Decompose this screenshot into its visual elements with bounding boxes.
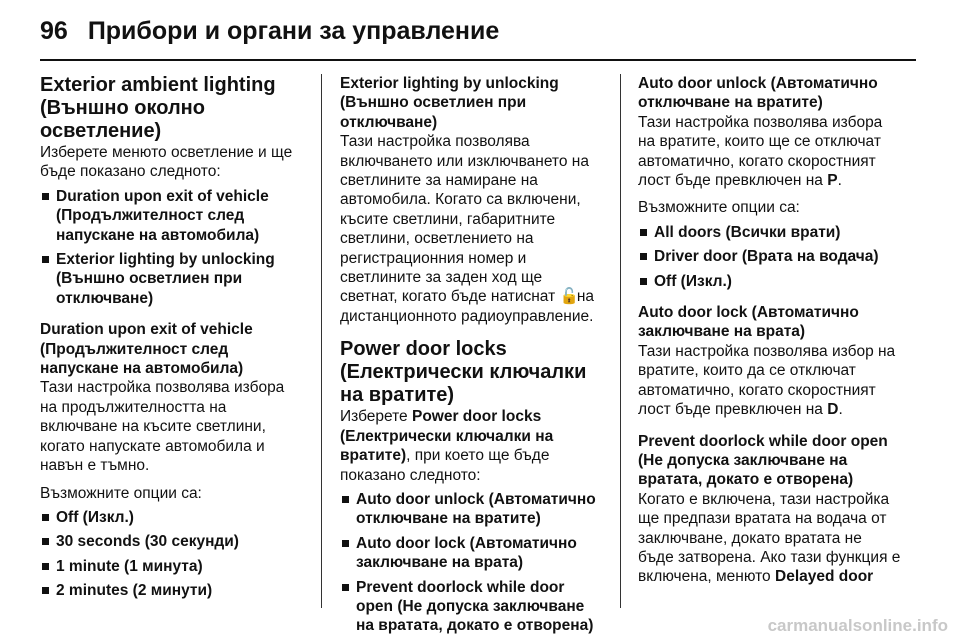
list-item: Auto door lock (Автоматично заключване на врата) [340, 534, 603, 573]
page-number: 96 [40, 16, 68, 45]
intro-text: Изберете менюто осветление и ще бъде показано следното: [40, 144, 293, 181]
subsection-heading: Auto door unlock (Автоматично отключване на вратите) [638, 75, 878, 112]
menu-list [340, 490, 603, 636]
list-item: 1 minute (1 минута) [40, 557, 303, 576]
unlock-icon: 🔓 [559, 288, 579, 306]
list-item: Auto door unlock (Автоматично отключване на вратите) [340, 490, 603, 529]
list-item: Prevent doorlock while door open (Не допуска заключване на вратата, докато е отворена) [340, 578, 603, 636]
column-2 [340, 74, 603, 636]
body-text: Изберете Power door locks (Електрически ключалки на вратите), при което ще бъде показано следното: [340, 408, 554, 484]
section-heading: Power door locks (Електрически ключалки на вратите) [340, 338, 587, 407]
column-divider [620, 74, 621, 608]
body-text: Тази настройка позволява избора на вратите, които ще се отключат автоматично, когато скоростният лост бъде превключен на P. [638, 113, 883, 190]
column-1 [40, 74, 303, 601]
body-text: Тази настройка позволява избора на продължителността на включване на късите светлини, когато напускате автомобила и навън е тъмно. [40, 379, 285, 475]
header-divider [40, 59, 916, 61]
column-3 [638, 74, 901, 587]
list-item: 30 seconds (30 секунди) [40, 532, 303, 551]
subsection-heading: Auto door lock (Автоматично заключване на врата) [638, 304, 859, 341]
body-text: Тази настройка позволява включването или изключването на светлините за намиране на автомобила. Когато са включени, късите светлини, габаритните светлини, осветлението на регистрационния номер и светлините за заден ход ще светнат, когато бъде натиснат 🔓 на дистанционното радиоуправление. [340, 133, 594, 325]
subsection-heading: Duration upon exit of vehicle (Продължителност след напускане на автомобила) [40, 321, 253, 378]
body-text: Тази настройка позволява избор на вратите, които да се отключат автоматично, когато скоростният лост бъде превключен на D. [638, 342, 896, 419]
options-label: Възможните опции са: [638, 199, 800, 217]
list-item: Off (Изкл.) [40, 508, 303, 527]
list-item: Off (Изкл.) [638, 272, 901, 291]
page-header [40, 8, 499, 54]
options-list [40, 508, 303, 601]
options-list [638, 223, 901, 291]
list-item: 2 minutes (2 минути) [40, 581, 303, 600]
watermark: carmanualsonline.info [767, 616, 948, 635]
menu-list [40, 187, 303, 308]
list-item: All doors (Всички врати) [638, 223, 901, 242]
subsection-heading: Prevent doorlock while door open (Не допуска заключване на вратата, докато е отворена) [638, 432, 888, 489]
body-text: Когато е включена, тази настройка ще предпази вратата на водача от заключване, докато вратата не бъде затворена. Ако тази функция е включена, менюто Delayed door [638, 490, 901, 586]
list-item: Exterior lighting by unlocking (Външно осветлиен при отключване) [40, 250, 303, 308]
column-divider [321, 74, 322, 608]
subsection-heading: Exterior lighting by unlocking (Външно осветлиен при отключване) [340, 75, 559, 131]
list-item: Duration upon exit of vehicle (Продължителност след напускане на автомобила) [40, 187, 303, 245]
options-label: Възможните опции са: [40, 484, 202, 502]
page-title: Прибори и органи за управление [87, 16, 500, 45]
list-item: Driver door (Врата на водача) [638, 247, 901, 266]
section-heading: Exterior ambient lighting (Външно околно осветление) [40, 74, 276, 142]
